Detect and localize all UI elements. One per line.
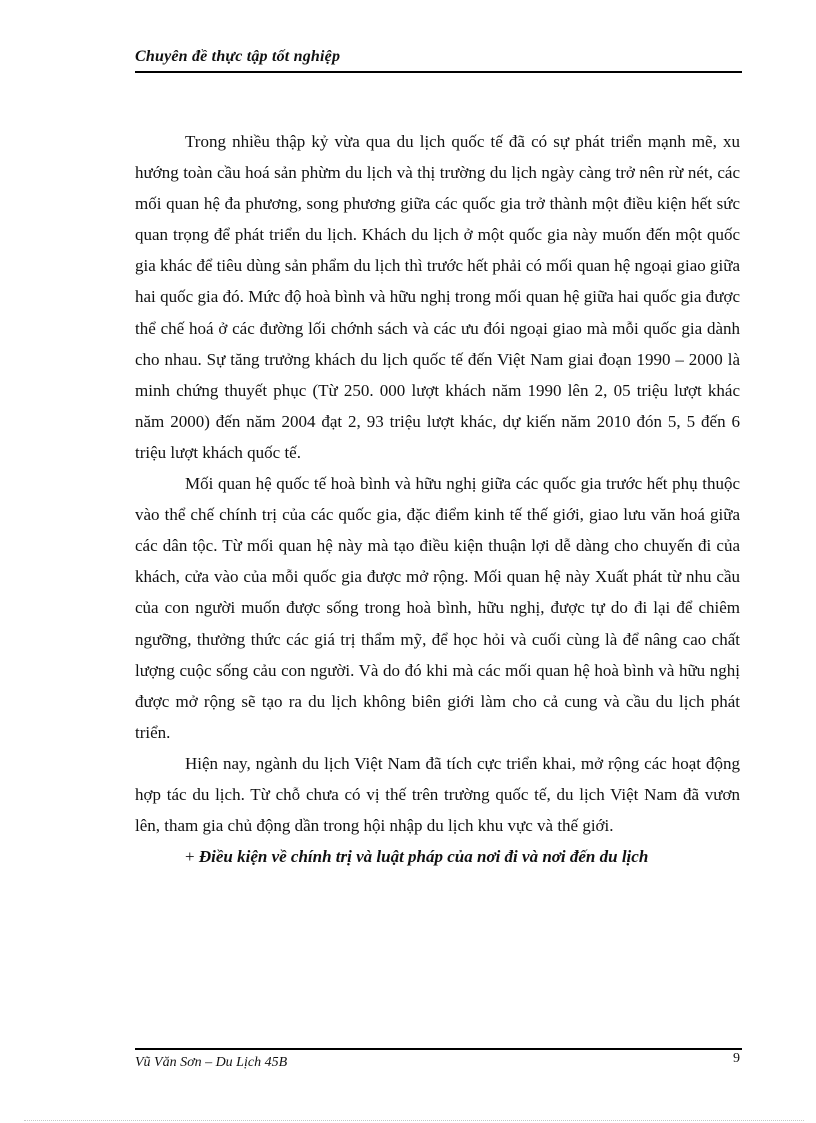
paragraph-3: Hiện nay, ngành du lịch Việt Nam đã tích cực triển khai, mở rộng các hoạt động hợp tác du lịch. Từ chỗ chưa có vị thế trên trường quốc tế, du lịch Việt Nam đã vươn lên, tham gia chủ động dần trong hội nhập du lịch khu vực và thế giới. <box>135 753 740 836</box>
page-footer <box>135 1048 742 1078</box>
section-subheading <box>135 841 740 872</box>
footer-author: Vũ Văn Sơn – Du Lịch 45B <box>135 1055 288 1070</box>
page-header <box>135 48 742 74</box>
subheading-prefix: + <box>185 847 199 867</box>
footer-rule <box>135 1048 742 1050</box>
subheading-text: Điều kiện về chính trị và luật pháp của nơi đi và nơi đến du lịch <box>198 847 649 867</box>
body-text <box>135 126 740 872</box>
page-number: 9 <box>733 1051 740 1066</box>
header-title: Chuyên đề thực tập tốt nghiệp <box>135 48 341 65</box>
paragraph-1: Trong nhiều thập kỷ vừa qua du lịch quốc tế đã có sự phát triển mạnh mẽ, xu hướng toàn cầu hoá sản phừm du lịch và thị trường du lịch ngày càng trở nên rừ nét, các mối quan hệ đa phương, song phương giữa các quốc gia trở thành một điều kiện hết sức quan trọng để phát triển du lịch. Khách du lịch ở một quốc gia này muốn đến một quốc gia khác để tiêu dùng sản phẩm du lịch thì trước hết phải có mối quan hệ ngoại giao giữa hai quốc gia đó. Mức độ hoà bình và hữu nghị trong mối quan hệ giữa hai quốc gia được thể chế hoá ở các đường lối chớnh sách và các ưu đói ngoại giao mà mỗi quốc gia dành cho nhau. Sự tăng trưởng khách du lịch quốc tế đến Việt Nam giai đoạn 1990 – 2000 là minh chứng thuyết phục (Từ 250. 000 lượt khách năm 1990 lên 2, 05 triệu lượt khác năm 2000) đến năm 2004 đạt 2, 93 triệu lượt khác, dự kiến năm 2010 đón 5, 5 đến 6 triệu lượt khách quốc tế. <box>135 132 740 462</box>
paragraph-2: Mối quan hệ quốc tế hoà bình và hữu nghị giữa các quốc gia trước hết phụ thuộc vào thể chế chính trị của các quốc gia, đặc điểm kinh tế thế giới, giao lưu văn hoá giữa các dân tộc. Từ mối quan hệ này mà tạo điều kiện thuận lợi dễ dàng cho chuyến đi của khách, cửa vào của mỗi quốc gia được mở rộng. Mối quan hệ này Xuất phát từ nhu cầu của con người muốn được sống trong hoà bình, hữu nghị, được tự do đi lại để chiêm ngưỡng, thưởng thức các giá trị thẩm mỹ, để học hỏi và cuối cùng là để nâng cao chất lượng cuộc sống cảu con người. Và do đó khi mà các mối quan hệ hoà bình và hữu nghị được mở rộng sẽ tạo ra du lịch không biên giới làm cho cả cung và cầu du lịch phát triển. <box>135 474 740 742</box>
header-rule <box>135 71 742 73</box>
page-bottom-divider <box>24 1120 804 1121</box>
